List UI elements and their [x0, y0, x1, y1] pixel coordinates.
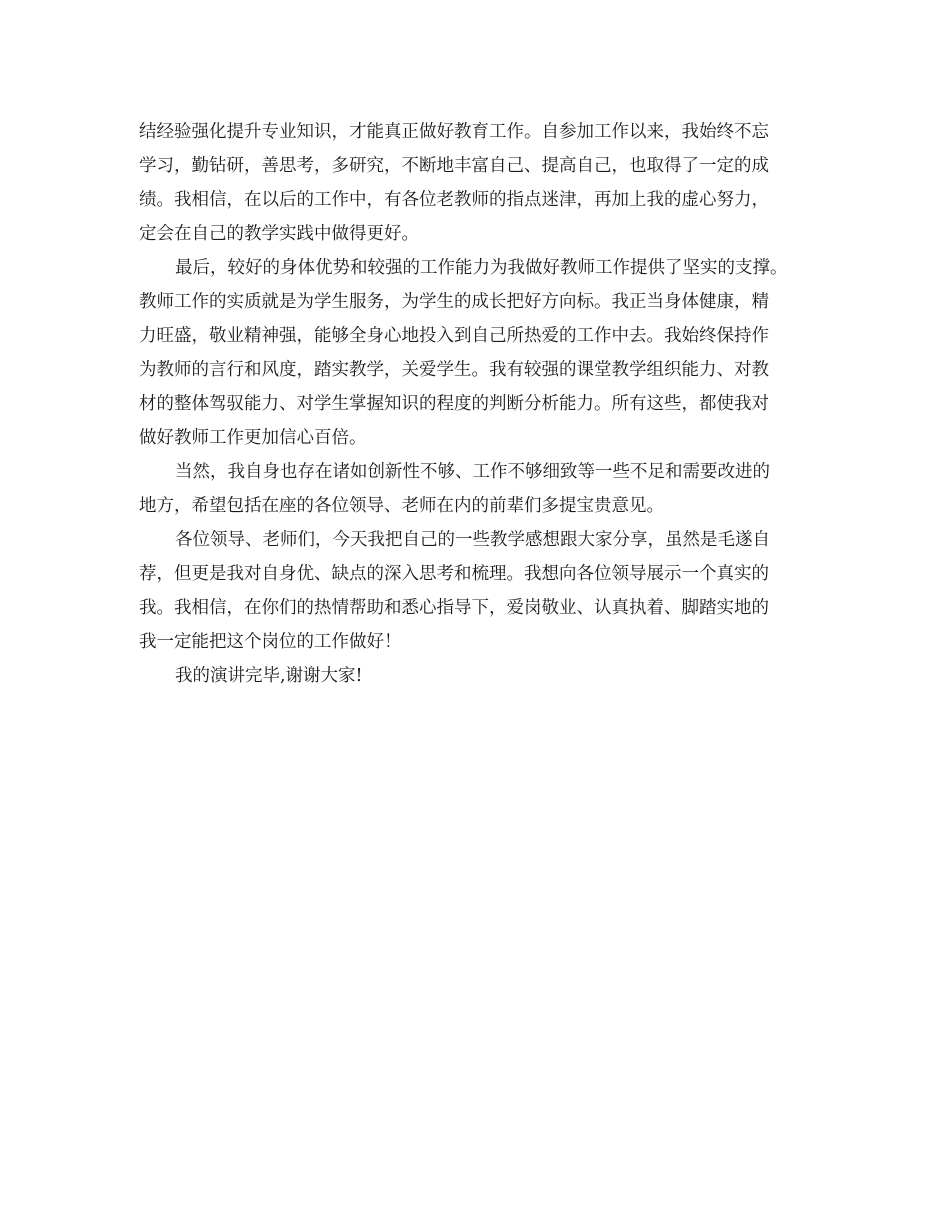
- document-body: [139, 115, 819, 693]
- text-line: 结经验强化提升专业知识，才能真正做好教育工作。自参加工作以来，我始终不忘: [139, 122, 769, 142]
- text-line: 地方，希望包括在座的各位领导、老师在内的前辈们多提宝贵意见。: [139, 496, 664, 516]
- text-line: 教师工作的实质就是为学生服务，为学生的成长把好方向标。我正当身体健康，精: [139, 292, 769, 312]
- text-line: 我一定能把这个岗位的工作做好！: [139, 632, 402, 652]
- text-line: 定会在自己的教学实践中做得更好。: [139, 224, 419, 244]
- text-line: 力旺盛，敬业精神强，能够全身心地投入到自己所热爱的工作中去。我始终保持作: [139, 326, 769, 346]
- closing-line: 我的演讲完毕,谢谢大家!: [175, 666, 363, 686]
- text-line: 荐，但更是我对自身优、缺点的深入思考和梳理。我想向各位领导展示一个真实的: [139, 564, 769, 584]
- text-line: 学习，勤钻研，善思考，多研究，不断地丰富自己、提高自己，也取得了一定的成: [139, 156, 769, 176]
- text-line: 绩。我相信，在以后的工作中，有各位老教师的指点迷津，再加上我的虚心努力，: [139, 190, 769, 210]
- text-line: 做好教师工作更加信心百倍。: [139, 428, 367, 448]
- text-line: 我。我相信，在你们的热情帮助和悉心指导下，爱岗敬业、认真执着、脚踏实地的: [139, 598, 769, 618]
- text-line: 为教师的言行和风度，踏实教学，关爱学生。我有较强的课堂教学组织能力、对教: [139, 360, 769, 380]
- text-line: 材的整体驾驭能力、对学生掌握知识的程度的判断分析能力。所有这些，都使我对: [139, 394, 769, 414]
- paragraph-start-line: 当然，我自身也存在诸如创新性不够、工作不够细致等一些不足和需要改进的: [175, 462, 770, 482]
- paragraph-start-line: 各位领导、老师们，今天我把自己的一些教学感想跟大家分享，虽然是毛遂自: [175, 530, 770, 550]
- paragraph-start-line: 最后，较好的身体优势和较强的工作能力为我做好教师工作提供了坚实的支撑。: [175, 258, 788, 278]
